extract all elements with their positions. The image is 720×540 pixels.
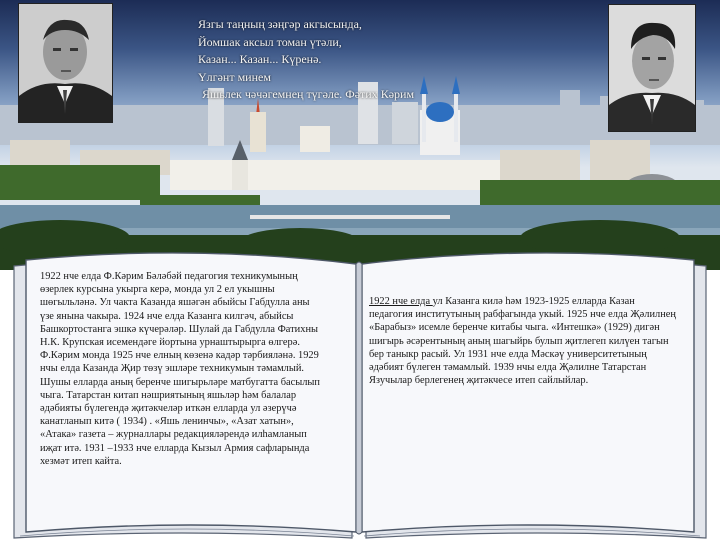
poem-line: Язгы таңның зәңгәр акгысында, [198,17,362,31]
right-page-paragraph [369,295,680,387]
poem-line: Үлгәнт минем [198,69,271,84]
portrait-right-graphic [609,5,695,131]
left-page-paragraph: 1922 нче елда Ф.Кәрим Бәләбәй педагогия техникумының өзерлек курсына укырга керә, монда ул 2 ел укышны шөгыльләнә. Ул чакта Казанда яшәгән абыйсы Габдулла аны үзе янына чакыра. 1924 нче елда Казанга килгәч, абыйсы Башкортостанга эшкә күчерәләр. Шулай да Габдулла Фатихны Н.К. Крупская исемендәге йортына урнаштырырга өлгерә. Ф.Кәрим монда 1925 нче елның көзенә кадәр тәрбияләнә. 1929 нчы елда Казанда Җир төзү эшләре техникумын тәмамлый. Шушы елларда аның беренче шигырьләре матбугатта басылып чыга. Татарстан китап нәшриятының яшьләр һәм балалар әдәбияты бүлегендә җитәкчеләр иткән елларда ул әзерүчә канатланып китә ( 1934) . «Яшь ленинчы», «Азат хатын», «Атака» газета – журналлары редакцияләрендә илһамланып иҗат итә. 1931 –1933 нче елларда Кызыл Армия сафларында хезмәт итеп кайта. [40,271,320,467]
poem-line: Казан... Казан... Күренә. [198,52,322,66]
portrait-right-image [608,4,696,132]
poem-line: Йомшак аксыл томан үтәли, [198,34,342,49]
poem-line: Яшьлек чәчәгемнең түгәле. Фәтих Кәрим [202,87,415,101]
portrait-left-graphic [19,4,112,122]
portrait-left-image [18,3,113,123]
right-page-underlined-date: 1922 нче елда [369,296,433,307]
poem-stanza [198,16,498,104]
right-page-body-text: ул Казанга килә һәм 1923-1925 елларда Казан педагогия институтының рабфагында укый. 1925 нче елда Җәлилнең «Барабыз» исемле беренче китабы чыга. «Интешкә» (1929) дигән шигырь әсәрентының аның шагыйрь булып җитлегеп килүен тагын бер таныкр расый. Ул 1931 нче елда Мәскәү университетының әдәбият бүлеген тәмамлый. 1939 нчы елда Җәлилне Татарстан Язучылар берлегенең җитәкчесе итеп сайлыйлар. [369,296,676,387]
